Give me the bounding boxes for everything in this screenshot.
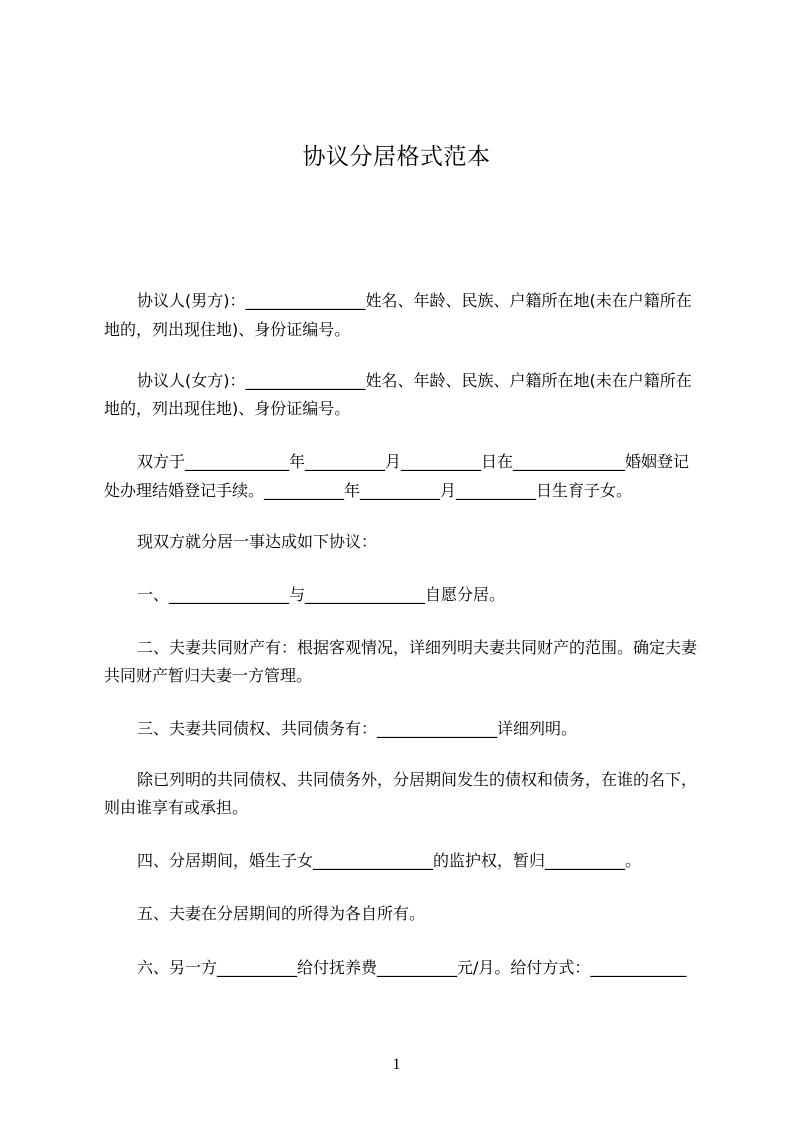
- paragraph-line: 四、分居期间，婚生子女_______________的监护权，暂归__________。: [137, 850, 642, 870]
- paragraph-line: 一、_______________与_______________自愿分居。: [137, 584, 506, 604]
- paragraph-line: 除已列明的共同债权、共同债务外，分居期间发生的债权和债务，在谁的名下，: [137, 769, 698, 789]
- paragraph-line: 地的，列出现住地)、身份证编号。: [104, 319, 351, 339]
- document-title: 协议分居格式范本: [302, 144, 491, 170]
- paragraph-line: 协议人(女方)：_______________姓名、年龄、民族、户籍所在地(未在户籍所在: [137, 370, 692, 390]
- paragraph-line: 六、另一方__________给付抚养费__________元/月。给付方式：____________: [137, 957, 687, 977]
- paragraph-line: 协议人(男方)：_______________姓名、年龄、民族、户籍所在地(未在户籍所在: [137, 290, 692, 310]
- paragraph-line: 现双方就分居一事达成如下协议：: [137, 531, 378, 551]
- page-number: 1: [392, 1056, 401, 1073]
- paragraph-line: 五、夫妻在分居期间的所得为各自所有。: [137, 903, 426, 923]
- paragraph-line: 处办理结婚登记手续。__________年__________月__________日生育子女。: [104, 480, 633, 500]
- paragraph-line: 共同财产暂归夫妻一方管理。: [104, 665, 313, 685]
- paragraph-line: 则由谁享有或承担。: [104, 797, 249, 817]
- paragraph-line: 三、夫妻共同债权、共同债务有：_______________详细列明。: [137, 718, 578, 738]
- paragraph-line: 地的，列出现住地)、身份证编号。: [104, 398, 351, 418]
- paragraph-line: 双方于_____________年__________月__________日在______________婚姻登记: [137, 451, 690, 471]
- paragraph-line: 二、夫妻共同财产有：根据客观情况，详细列明夫妻共同财产的范围。确定夫妻: [137, 637, 698, 657]
